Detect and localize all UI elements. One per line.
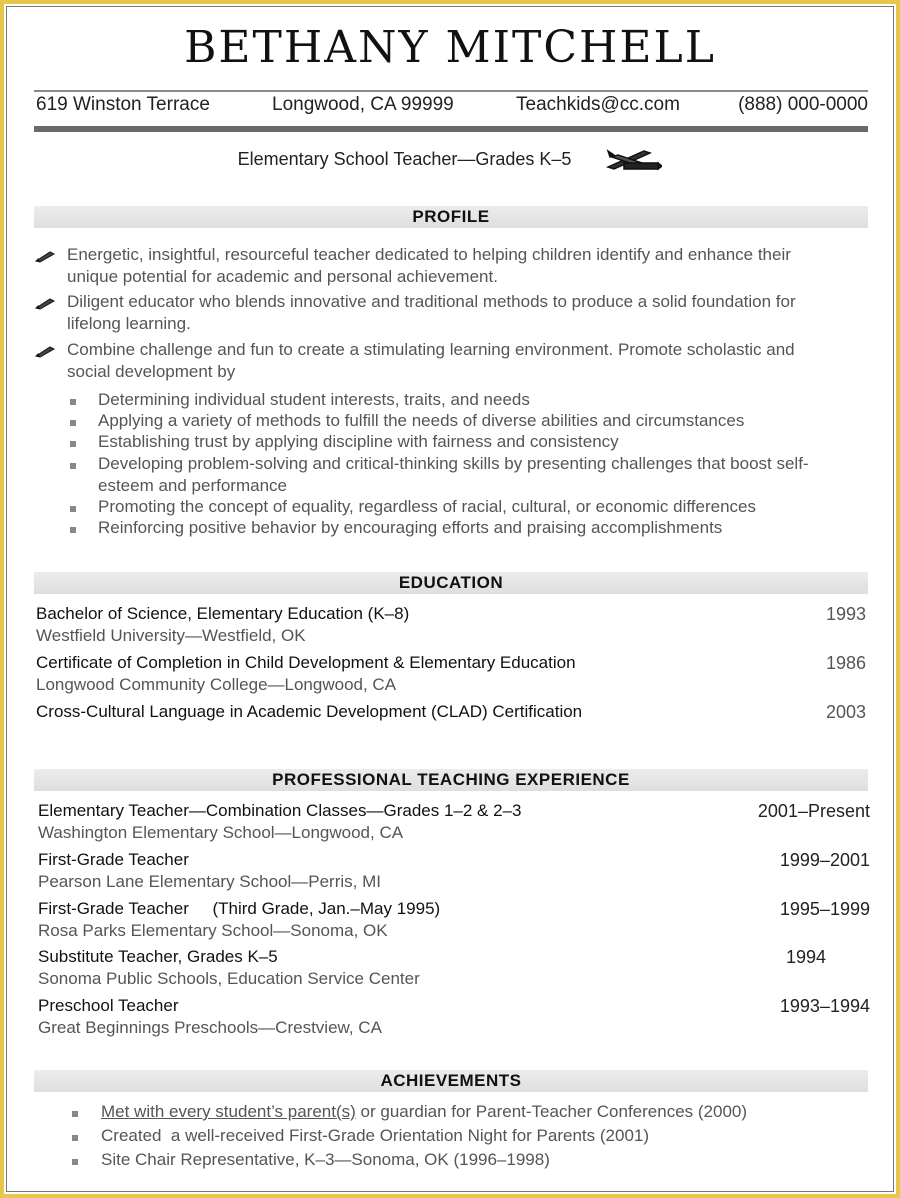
square-bullet-icon	[70, 463, 76, 469]
profile-bullet-text: lifelong learning.	[67, 314, 191, 333]
pen-icon	[34, 296, 56, 310]
profile-subitem-text: Determining individual student interests, traits, and needs	[98, 390, 530, 409]
profile-subitem-text: esteem and performance	[98, 476, 287, 495]
experience-title: Substitute Teacher, Grades K–5	[38, 947, 278, 966]
contact-email: Teachkids@cc.com	[516, 94, 680, 115]
achievement-text: Created a well-received First-Grade Orientation Night for Parents (2001)	[101, 1126, 650, 1145]
square-bullet-icon	[70, 420, 76, 426]
candidate-name: BETHANY MITCHELL	[184, 22, 716, 73]
contact-address: 619 Winston Terrace	[36, 94, 210, 115]
experience-place: Pearson Lane Elementary School—Perris, MI	[38, 872, 381, 891]
experience-place: Sonoma Public Schools, Education Service Center	[38, 969, 420, 988]
experience-place: Rosa Parks Elementary School—Sonoma, OK	[38, 921, 388, 940]
experience-title: Preschool Teacher	[38, 996, 179, 1015]
education-title: Cross-Cultural Language in Academic Development (CLAD) Certification	[36, 702, 583, 721]
experience-place: Washington Elementary School—Longwood, CA	[38, 823, 404, 842]
education-place: Longwood Community College—Longwood, CA	[36, 675, 397, 694]
profile-subitem-text: Establishing trust by applying discipline with fairness and consistency	[98, 432, 619, 451]
contact-bar	[34, 90, 868, 132]
square-bullet-icon	[72, 1111, 78, 1117]
achievement-item	[101, 1102, 747, 1122]
pencils-icon	[604, 147, 662, 173]
education-year: 1993	[825, 604, 866, 624]
profile-subitem-text: Applying a variety of methods to fulfill the needs of diverse abilities and circumstances	[98, 411, 745, 430]
square-bullet-icon	[72, 1159, 78, 1165]
achievement-item	[101, 1126, 649, 1146]
education-year: 1986	[825, 653, 866, 673]
achievements-heading: ACHIEVEMENTS	[34, 1070, 868, 1092]
profile-subitem-text: Promoting the concept of equality, regardless of racial, cultural, or economic differences	[98, 497, 756, 516]
achievement-text: or guardian for Parent-Teacher Conferences (2000)	[355, 1102, 748, 1121]
square-bullet-icon	[72, 1135, 78, 1141]
education-heading: EDUCATION	[34, 572, 868, 594]
profile-bullet-text: Energetic, insightful, resourceful teacher dedicated to helping children identify and enhance their	[67, 245, 791, 264]
contact-city: Longwood, CA 99999	[272, 94, 454, 115]
profile-bullet-text: unique potential for academic and personal achievement.	[67, 267, 498, 286]
experience-heading: PROFESSIONAL TEACHING EXPERIENCE	[34, 769, 868, 791]
contact-phone: (888) 000-0000	[738, 94, 868, 115]
education-title: Bachelor of Science, Elementary Education (K–8)	[36, 604, 410, 623]
square-bullet-icon	[70, 399, 76, 405]
experience-title: First-Grade Teacher	[38, 850, 189, 869]
achievement-item	[101, 1150, 550, 1170]
experience-title: Elementary Teacher—Combination Classes—Grades 1–2 & 2–3	[38, 801, 522, 820]
experience-dates: 1999–2001	[779, 850, 870, 870]
objective-line	[0, 147, 900, 173]
education-place: Westfield University—Westfield, OK	[36, 626, 306, 645]
profile-bullet-text: Combine challenge and fun to create a stimulating learning environment. Promote scholastic and	[67, 340, 795, 359]
profile-bullet-text: social development by	[67, 362, 236, 381]
profile-bullet-text: Diligent educator who blends innovative and traditional methods to produce a solid foundation for	[67, 292, 796, 311]
pen-icon	[34, 249, 56, 263]
profile-subitem-text: Developing problem-solving and critical-thinking skills by presenting challenges that boost self-	[98, 454, 809, 473]
experience-dates: 1994	[785, 947, 826, 967]
square-bullet-icon	[70, 527, 76, 533]
experience-dates: 1993–1994	[779, 996, 870, 1016]
experience-place: Great Beginnings Preschools—Crestview, CA	[38, 1018, 382, 1037]
profile-heading: PROFILE	[34, 206, 868, 228]
objective-text: Elementary School Teacher—Grades K–5	[237, 148, 572, 169]
square-bullet-icon	[70, 506, 76, 512]
experience-title: First-Grade Teacher (Third Grade, Jan.–May 1995)	[38, 899, 441, 918]
achievement-underlined-text: Met with every student’s parent(s)	[101, 1102, 356, 1121]
education-title: Certificate of Completion in Child Development & Elementary Education	[36, 653, 576, 672]
experience-dates: 1995–1999	[779, 899, 870, 919]
pen-icon	[34, 344, 56, 358]
profile-subitem-text: Reinforcing positive behavior by encouraging efforts and praising accomplishments	[98, 518, 723, 537]
achievement-text: Site Chair Representative, K–3—Sonoma, OK (1996–1998)	[101, 1150, 550, 1169]
experience-dates: 2001–Present	[757, 801, 870, 821]
square-bullet-icon	[70, 441, 76, 447]
education-year: 2003	[825, 702, 866, 722]
